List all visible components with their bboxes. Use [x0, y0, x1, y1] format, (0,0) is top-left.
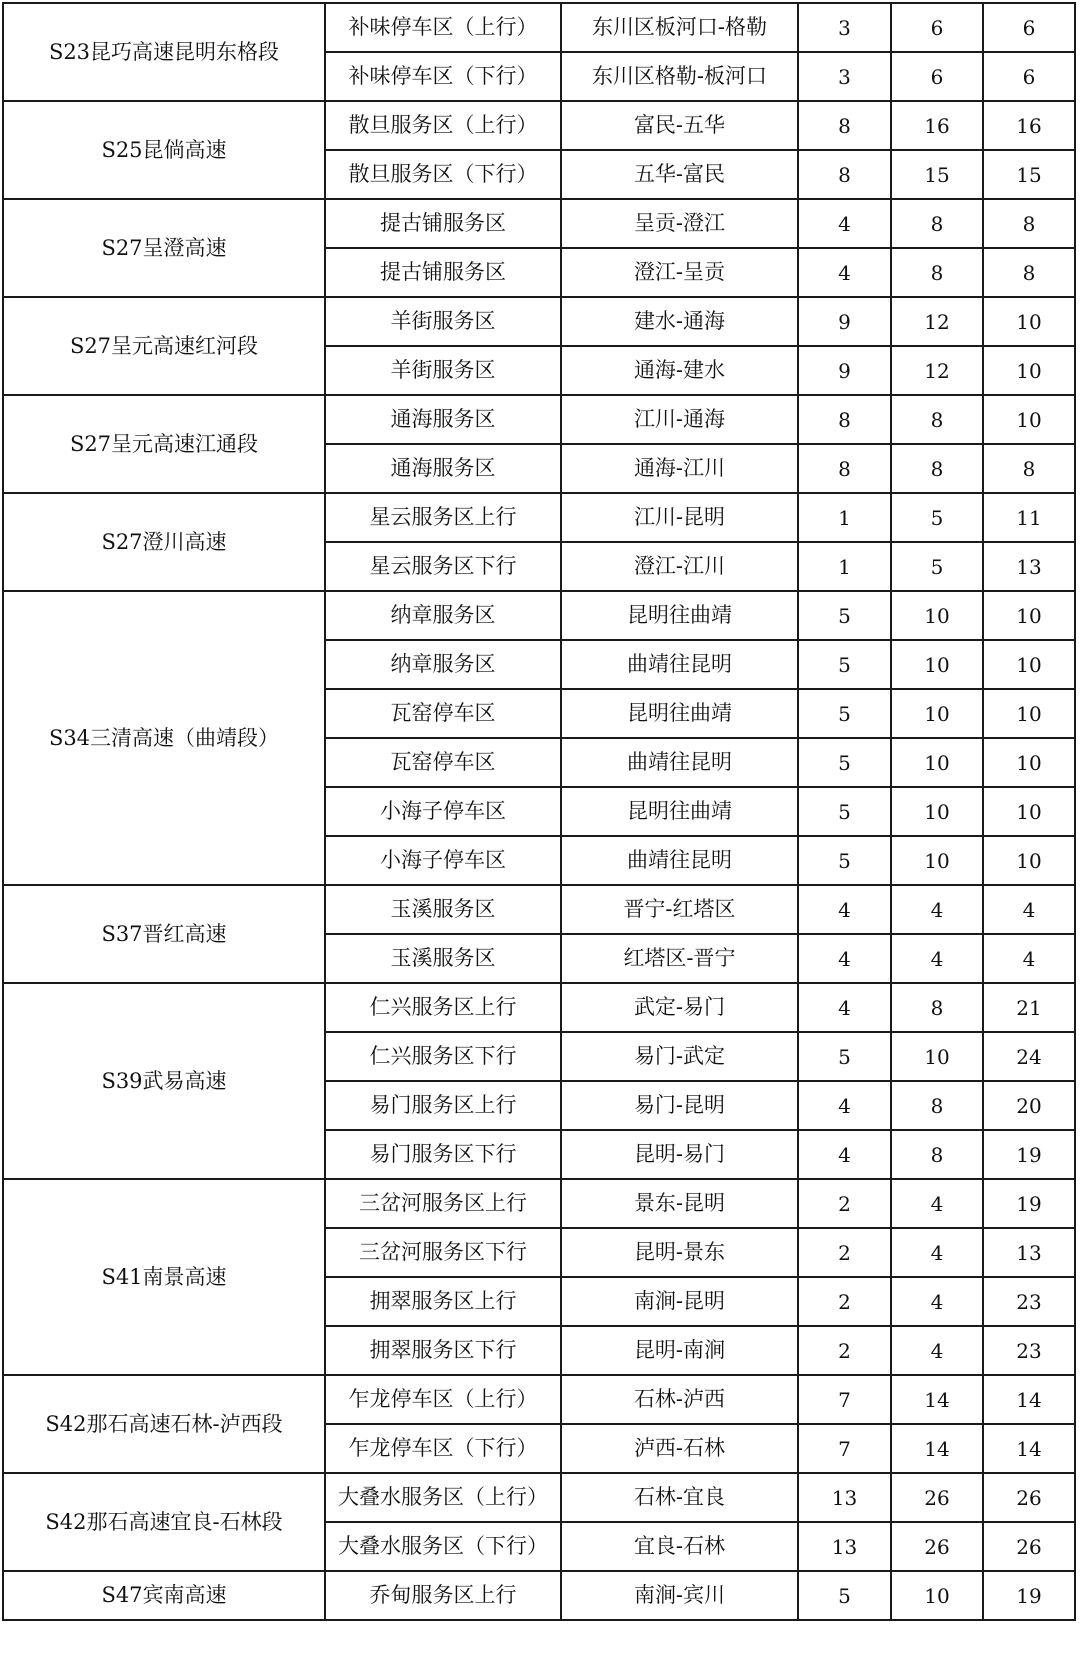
road-name-cell: S37晋红高速 — [3, 885, 325, 983]
value-cell-2: 8 — [891, 983, 983, 1032]
direction-cell: 南涧-宾川 — [561, 1571, 798, 1620]
value-cell-1: 8 — [798, 150, 891, 199]
service-area-cell: 易门服务区下行 — [325, 1130, 561, 1179]
service-area-cell: 补味停车区（上行） — [325, 3, 561, 52]
direction-cell: 曲靖往昆明 — [561, 836, 798, 885]
road-name-cell: S42那石高速宜良-石林段 — [3, 1473, 325, 1571]
service-area-cell: 散旦服务区（下行） — [325, 150, 561, 199]
service-area-cell: 通海服务区 — [325, 444, 561, 493]
value-cell-3: 13 — [983, 542, 1075, 591]
value-cell-2: 26 — [891, 1522, 983, 1571]
service-area-cell: 拥翠服务区下行 — [325, 1326, 561, 1375]
value-cell-1: 5 — [798, 689, 891, 738]
service-area-cell: 瓦窑停车区 — [325, 689, 561, 738]
value-cell-3: 10 — [983, 787, 1075, 836]
direction-cell: 昆明-景东 — [561, 1228, 798, 1277]
service-area-cell: 补味停车区（下行） — [325, 52, 561, 101]
road-name-cell: S27澄川高速 — [3, 493, 325, 591]
value-cell-3: 10 — [983, 297, 1075, 346]
value-cell-3: 4 — [983, 934, 1075, 983]
value-cell-2: 16 — [891, 101, 983, 150]
direction-cell: 通海-江川 — [561, 444, 798, 493]
value-cell-2: 8 — [891, 1081, 983, 1130]
direction-cell: 泸西-石林 — [561, 1424, 798, 1473]
value-cell-3: 10 — [983, 738, 1075, 787]
value-cell-3: 23 — [983, 1277, 1075, 1326]
value-cell-3: 10 — [983, 836, 1075, 885]
value-cell-1: 1 — [798, 493, 891, 542]
service-area-cell: 仁兴服务区下行 — [325, 1032, 561, 1081]
direction-cell: 通海-建水 — [561, 346, 798, 395]
value-cell-1: 13 — [798, 1473, 891, 1522]
table-row — [3, 297, 1075, 346]
value-cell-3: 14 — [983, 1375, 1075, 1424]
value-cell-1: 2 — [798, 1179, 891, 1228]
service-area-cell: 通海服务区 — [325, 395, 561, 444]
value-cell-3: 14 — [983, 1424, 1075, 1473]
direction-cell: 富民-五华 — [561, 101, 798, 150]
value-cell-2: 4 — [891, 1228, 983, 1277]
value-cell-1: 5 — [798, 787, 891, 836]
table-row — [3, 1179, 1075, 1228]
value-cell-3: 10 — [983, 689, 1075, 738]
value-cell-1: 2 — [798, 1277, 891, 1326]
road-name-cell: S27呈元高速红河段 — [3, 297, 325, 395]
service-area-cell: 易门服务区上行 — [325, 1081, 561, 1130]
value-cell-1: 8 — [798, 444, 891, 493]
table-row — [3, 199, 1075, 248]
value-cell-3: 21 — [983, 983, 1075, 1032]
direction-cell: 呈贡-澄江 — [561, 199, 798, 248]
value-cell-1: 2 — [798, 1228, 891, 1277]
value-cell-1: 8 — [798, 101, 891, 150]
direction-cell: 曲靖往昆明 — [561, 738, 798, 787]
value-cell-1: 4 — [798, 934, 891, 983]
value-cell-1: 4 — [798, 1130, 891, 1179]
road-name-cell: S42那石高速石林-泸西段 — [3, 1375, 325, 1473]
value-cell-1: 4 — [798, 1081, 891, 1130]
table-row — [3, 885, 1075, 934]
service-area-cell: 提古铺服务区 — [325, 199, 561, 248]
service-area-table — [2, 2, 1076, 1621]
service-area-cell: 玉溪服务区 — [325, 934, 561, 983]
service-area-cell: 散旦服务区（上行） — [325, 101, 561, 150]
value-cell-2: 10 — [891, 591, 983, 640]
value-cell-1: 4 — [798, 199, 891, 248]
direction-cell: 昆明往曲靖 — [561, 787, 798, 836]
value-cell-3: 10 — [983, 640, 1075, 689]
value-cell-1: 7 — [798, 1424, 891, 1473]
direction-cell: 澄江-江川 — [561, 542, 798, 591]
direction-cell: 晋宁-红塔区 — [561, 885, 798, 934]
value-cell-2: 5 — [891, 493, 983, 542]
value-cell-2: 10 — [891, 787, 983, 836]
table-body — [3, 3, 1075, 1620]
value-cell-3: 24 — [983, 1032, 1075, 1081]
value-cell-1: 1 — [798, 542, 891, 591]
value-cell-3: 6 — [983, 3, 1075, 52]
value-cell-1: 4 — [798, 983, 891, 1032]
service-area-cell: 乍龙停车区（下行） — [325, 1424, 561, 1473]
value-cell-1: 9 — [798, 346, 891, 395]
value-cell-3: 26 — [983, 1473, 1075, 1522]
value-cell-2: 8 — [891, 444, 983, 493]
value-cell-3: 20 — [983, 1081, 1075, 1130]
value-cell-2: 6 — [891, 52, 983, 101]
road-name-cell: S23昆巧高速昆明东格段 — [3, 3, 325, 101]
service-area-cell: 纳章服务区 — [325, 640, 561, 689]
value-cell-3: 13 — [983, 1228, 1075, 1277]
direction-cell: 江川-昆明 — [561, 493, 798, 542]
direction-cell: 石林-泸西 — [561, 1375, 798, 1424]
road-name-cell: S41南景高速 — [3, 1179, 325, 1375]
table-row — [3, 101, 1075, 150]
value-cell-2: 6 — [891, 3, 983, 52]
direction-cell: 宜良-石林 — [561, 1522, 798, 1571]
direction-cell: 东川区板河口-格勒 — [561, 3, 798, 52]
value-cell-2: 10 — [891, 640, 983, 689]
value-cell-3: 19 — [983, 1130, 1075, 1179]
service-area-cell: 玉溪服务区 — [325, 885, 561, 934]
value-cell-2: 8 — [891, 199, 983, 248]
road-name-cell: S25昆倘高速 — [3, 101, 325, 199]
value-cell-2: 14 — [891, 1375, 983, 1424]
value-cell-2: 10 — [891, 1032, 983, 1081]
value-cell-2: 12 — [891, 297, 983, 346]
value-cell-3: 10 — [983, 591, 1075, 640]
service-area-cell: 乔甸服务区上行 — [325, 1571, 561, 1620]
value-cell-2: 4 — [891, 934, 983, 983]
value-cell-2: 10 — [891, 836, 983, 885]
value-cell-1: 3 — [798, 3, 891, 52]
table-row — [3, 983, 1075, 1032]
value-cell-3: 16 — [983, 101, 1075, 150]
direction-cell: 澄江-呈贡 — [561, 248, 798, 297]
value-cell-2: 10 — [891, 1571, 983, 1620]
value-cell-2: 8 — [891, 1130, 983, 1179]
table-row — [3, 1571, 1075, 1620]
value-cell-1: 5 — [798, 1032, 891, 1081]
service-area-cell: 大叠水服务区（上行） — [325, 1473, 561, 1522]
value-cell-2: 4 — [891, 885, 983, 934]
table-row — [3, 3, 1075, 52]
value-cell-1: 13 — [798, 1522, 891, 1571]
value-cell-3: 26 — [983, 1522, 1075, 1571]
service-area-cell: 大叠水服务区（下行） — [325, 1522, 561, 1571]
table-row — [3, 1375, 1075, 1424]
direction-cell: 五华-富民 — [561, 150, 798, 199]
service-area-cell: 仁兴服务区上行 — [325, 983, 561, 1032]
direction-cell: 易门-武定 — [561, 1032, 798, 1081]
value-cell-1: 4 — [798, 248, 891, 297]
value-cell-2: 4 — [891, 1277, 983, 1326]
value-cell-2: 12 — [891, 346, 983, 395]
service-area-cell: 羊街服务区 — [325, 297, 561, 346]
direction-cell: 昆明-南涧 — [561, 1326, 798, 1375]
value-cell-3: 10 — [983, 395, 1075, 444]
value-cell-2: 8 — [891, 248, 983, 297]
value-cell-3: 4 — [983, 885, 1075, 934]
value-cell-3: 8 — [983, 199, 1075, 248]
value-cell-2: 8 — [891, 395, 983, 444]
value-cell-3: 15 — [983, 150, 1075, 199]
value-cell-1: 5 — [798, 738, 891, 787]
table-row — [3, 591, 1075, 640]
table-row — [3, 1473, 1075, 1522]
service-area-cell: 乍龙停车区（上行） — [325, 1375, 561, 1424]
direction-cell: 昆明-易门 — [561, 1130, 798, 1179]
value-cell-2: 4 — [891, 1179, 983, 1228]
direction-cell: 红塔区-晋宁 — [561, 934, 798, 983]
value-cell-3: 6 — [983, 52, 1075, 101]
value-cell-2: 26 — [891, 1473, 983, 1522]
direction-cell: 石林-宜良 — [561, 1473, 798, 1522]
value-cell-2: 5 — [891, 542, 983, 591]
road-name-cell: S39武易高速 — [3, 983, 325, 1179]
road-name-cell: S34三清高速（曲靖段） — [3, 591, 325, 885]
service-area-cell: 小海子停车区 — [325, 787, 561, 836]
value-cell-2: 15 — [891, 150, 983, 199]
service-area-cell: 星云服务区上行 — [325, 493, 561, 542]
direction-cell: 昆明往曲靖 — [561, 689, 798, 738]
service-area-cell: 纳章服务区 — [325, 591, 561, 640]
service-area-cell: 小海子停车区 — [325, 836, 561, 885]
road-name-cell: S27呈澄高速 — [3, 199, 325, 297]
value-cell-3: 23 — [983, 1326, 1075, 1375]
value-cell-1: 3 — [798, 52, 891, 101]
service-area-cell: 羊街服务区 — [325, 346, 561, 395]
value-cell-3: 11 — [983, 493, 1075, 542]
service-area-cell: 瓦窑停车区 — [325, 738, 561, 787]
value-cell-3: 8 — [983, 248, 1075, 297]
direction-cell: 建水-通海 — [561, 297, 798, 346]
value-cell-1: 8 — [798, 395, 891, 444]
value-cell-1: 2 — [798, 1326, 891, 1375]
value-cell-3: 8 — [983, 444, 1075, 493]
direction-cell: 景东-昆明 — [561, 1179, 798, 1228]
value-cell-1: 4 — [798, 885, 891, 934]
direction-cell: 东川区格勒-板河口 — [561, 52, 798, 101]
value-cell-1: 5 — [798, 591, 891, 640]
direction-cell: 南涧-昆明 — [561, 1277, 798, 1326]
value-cell-3: 19 — [983, 1179, 1075, 1228]
service-area-cell: 三岔河服务区下行 — [325, 1228, 561, 1277]
service-area-cell: 提古铺服务区 — [325, 248, 561, 297]
service-area-cell: 三岔河服务区上行 — [325, 1179, 561, 1228]
service-area-cell: 星云服务区下行 — [325, 542, 561, 591]
table-row — [3, 395, 1075, 444]
road-name-cell: S27呈元高速江通段 — [3, 395, 325, 493]
direction-cell: 江川-通海 — [561, 395, 798, 444]
service-area-cell: 拥翠服务区上行 — [325, 1277, 561, 1326]
direction-cell: 曲靖往昆明 — [561, 640, 798, 689]
value-cell-2: 14 — [891, 1424, 983, 1473]
direction-cell: 武定-易门 — [561, 983, 798, 1032]
value-cell-2: 10 — [891, 738, 983, 787]
value-cell-1: 7 — [798, 1375, 891, 1424]
value-cell-3: 19 — [983, 1571, 1075, 1620]
value-cell-1: 5 — [798, 1571, 891, 1620]
table-row — [3, 493, 1075, 542]
value-cell-1: 9 — [798, 297, 891, 346]
direction-cell: 昆明往曲靖 — [561, 591, 798, 640]
value-cell-1: 5 — [798, 836, 891, 885]
value-cell-2: 4 — [891, 1326, 983, 1375]
value-cell-2: 10 — [891, 689, 983, 738]
value-cell-1: 5 — [798, 640, 891, 689]
value-cell-3: 10 — [983, 346, 1075, 395]
road-name-cell: S47宾南高速 — [3, 1571, 325, 1620]
direction-cell: 易门-昆明 — [561, 1081, 798, 1130]
